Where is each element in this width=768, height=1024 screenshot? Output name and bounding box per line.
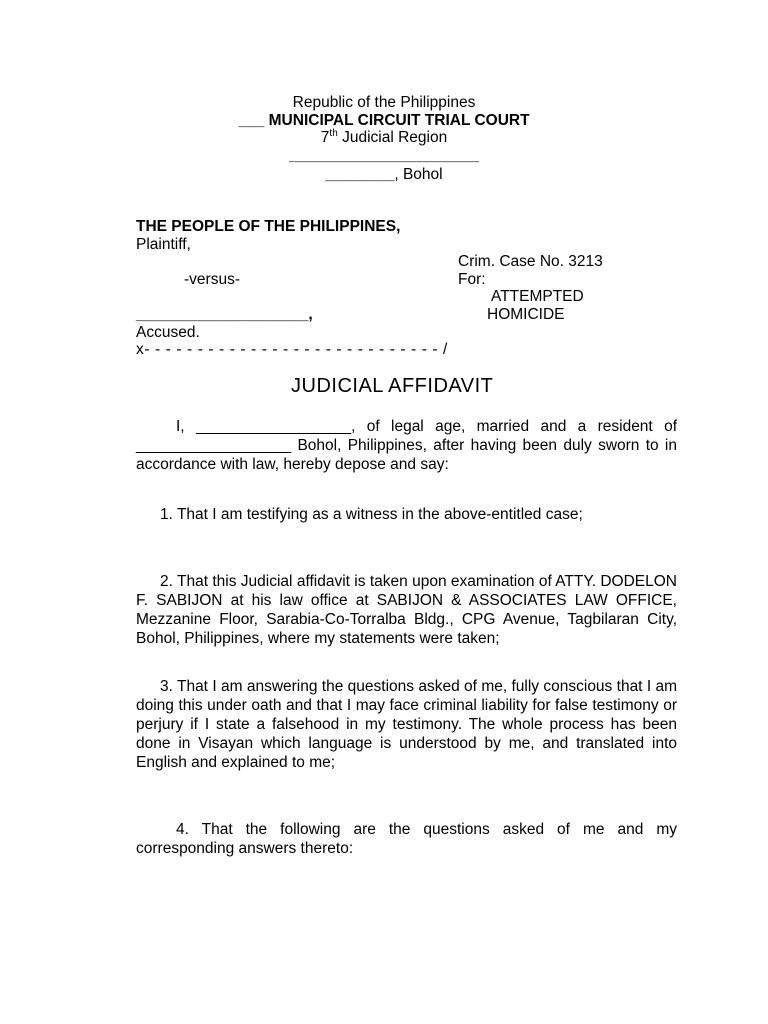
- accused-blank: ____________________,: [136, 306, 313, 323]
- place-name: , Bohol: [394, 166, 443, 183]
- paragraph-2: 2. That this Judicial affidavit is taken upon examination of ATTY. DODELON F. SABIJON at his law office at SABIJON & ASSOCIATES LAW OFFICE, Mezzanine Floor, Sarabia-Co-Torralba Bldg., CPG Avenue, Tagbilaran City, Bohol, Philippines, where my statements were taken;: [136, 573, 677, 647]
- paragraph-1: 1. That I am testifying as a witness in the above-entitled case;: [160, 506, 583, 523]
- caption-separator: x- - - - - - - - - - - - - - - - - - - - - - - - - - - - /: [136, 341, 448, 358]
- region-superscript: th: [329, 128, 338, 139]
- versus-label: -versus-: [184, 271, 240, 288]
- blank-line: ______________________: [289, 147, 479, 164]
- accused-role: Accused.: [136, 324, 200, 341]
- place-line: [0, 166, 768, 184]
- court-name: MUNICIPAL CIRCUIT TRIAL COURT: [268, 112, 530, 129]
- region-line: [0, 129, 768, 147]
- place-blank: ________: [325, 166, 395, 183]
- document-title: JUDICIAL AFFIDAVIT: [291, 375, 494, 397]
- region-text: Judicial Region: [337, 129, 448, 146]
- for-label: For:: [458, 271, 486, 288]
- republic-line: Republic of the Philippines: [292, 94, 476, 111]
- case-number: Crim. Case No. 3213: [458, 253, 603, 270]
- offense-line-1: ATTEMPTED: [491, 288, 584, 305]
- intro-paragraph: I, __________________, of legal age, married and a resident of __________________ Bohol, Philippines, after having been duly sworn to in accordance with law, hereby depose and say:: [136, 418, 677, 473]
- paragraph-3: 3. That I am answering the questions asked of me, fully conscious that I am doing this under oath and that I may face criminal liability for false testimony or perjury if I state a falsehood in my testimony. The whole process has been done in Visayan which language is understood by me, and translated into English and explained to me;: [136, 678, 677, 771]
- paragraph-4: 4. That the following are the questions asked of me and my corresponding answers thereto:: [136, 821, 677, 857]
- offense-line-2: HOMICIDE: [487, 306, 565, 323]
- region-number: 7: [320, 129, 330, 146]
- court-blank: ___: [238, 112, 265, 129]
- plaintiff-role: Plaintiff,: [136, 236, 191, 253]
- court-line: [0, 112, 768, 130]
- plaintiff-name: THE PEOPLE OF THE PHILIPPINES,: [136, 218, 401, 235]
